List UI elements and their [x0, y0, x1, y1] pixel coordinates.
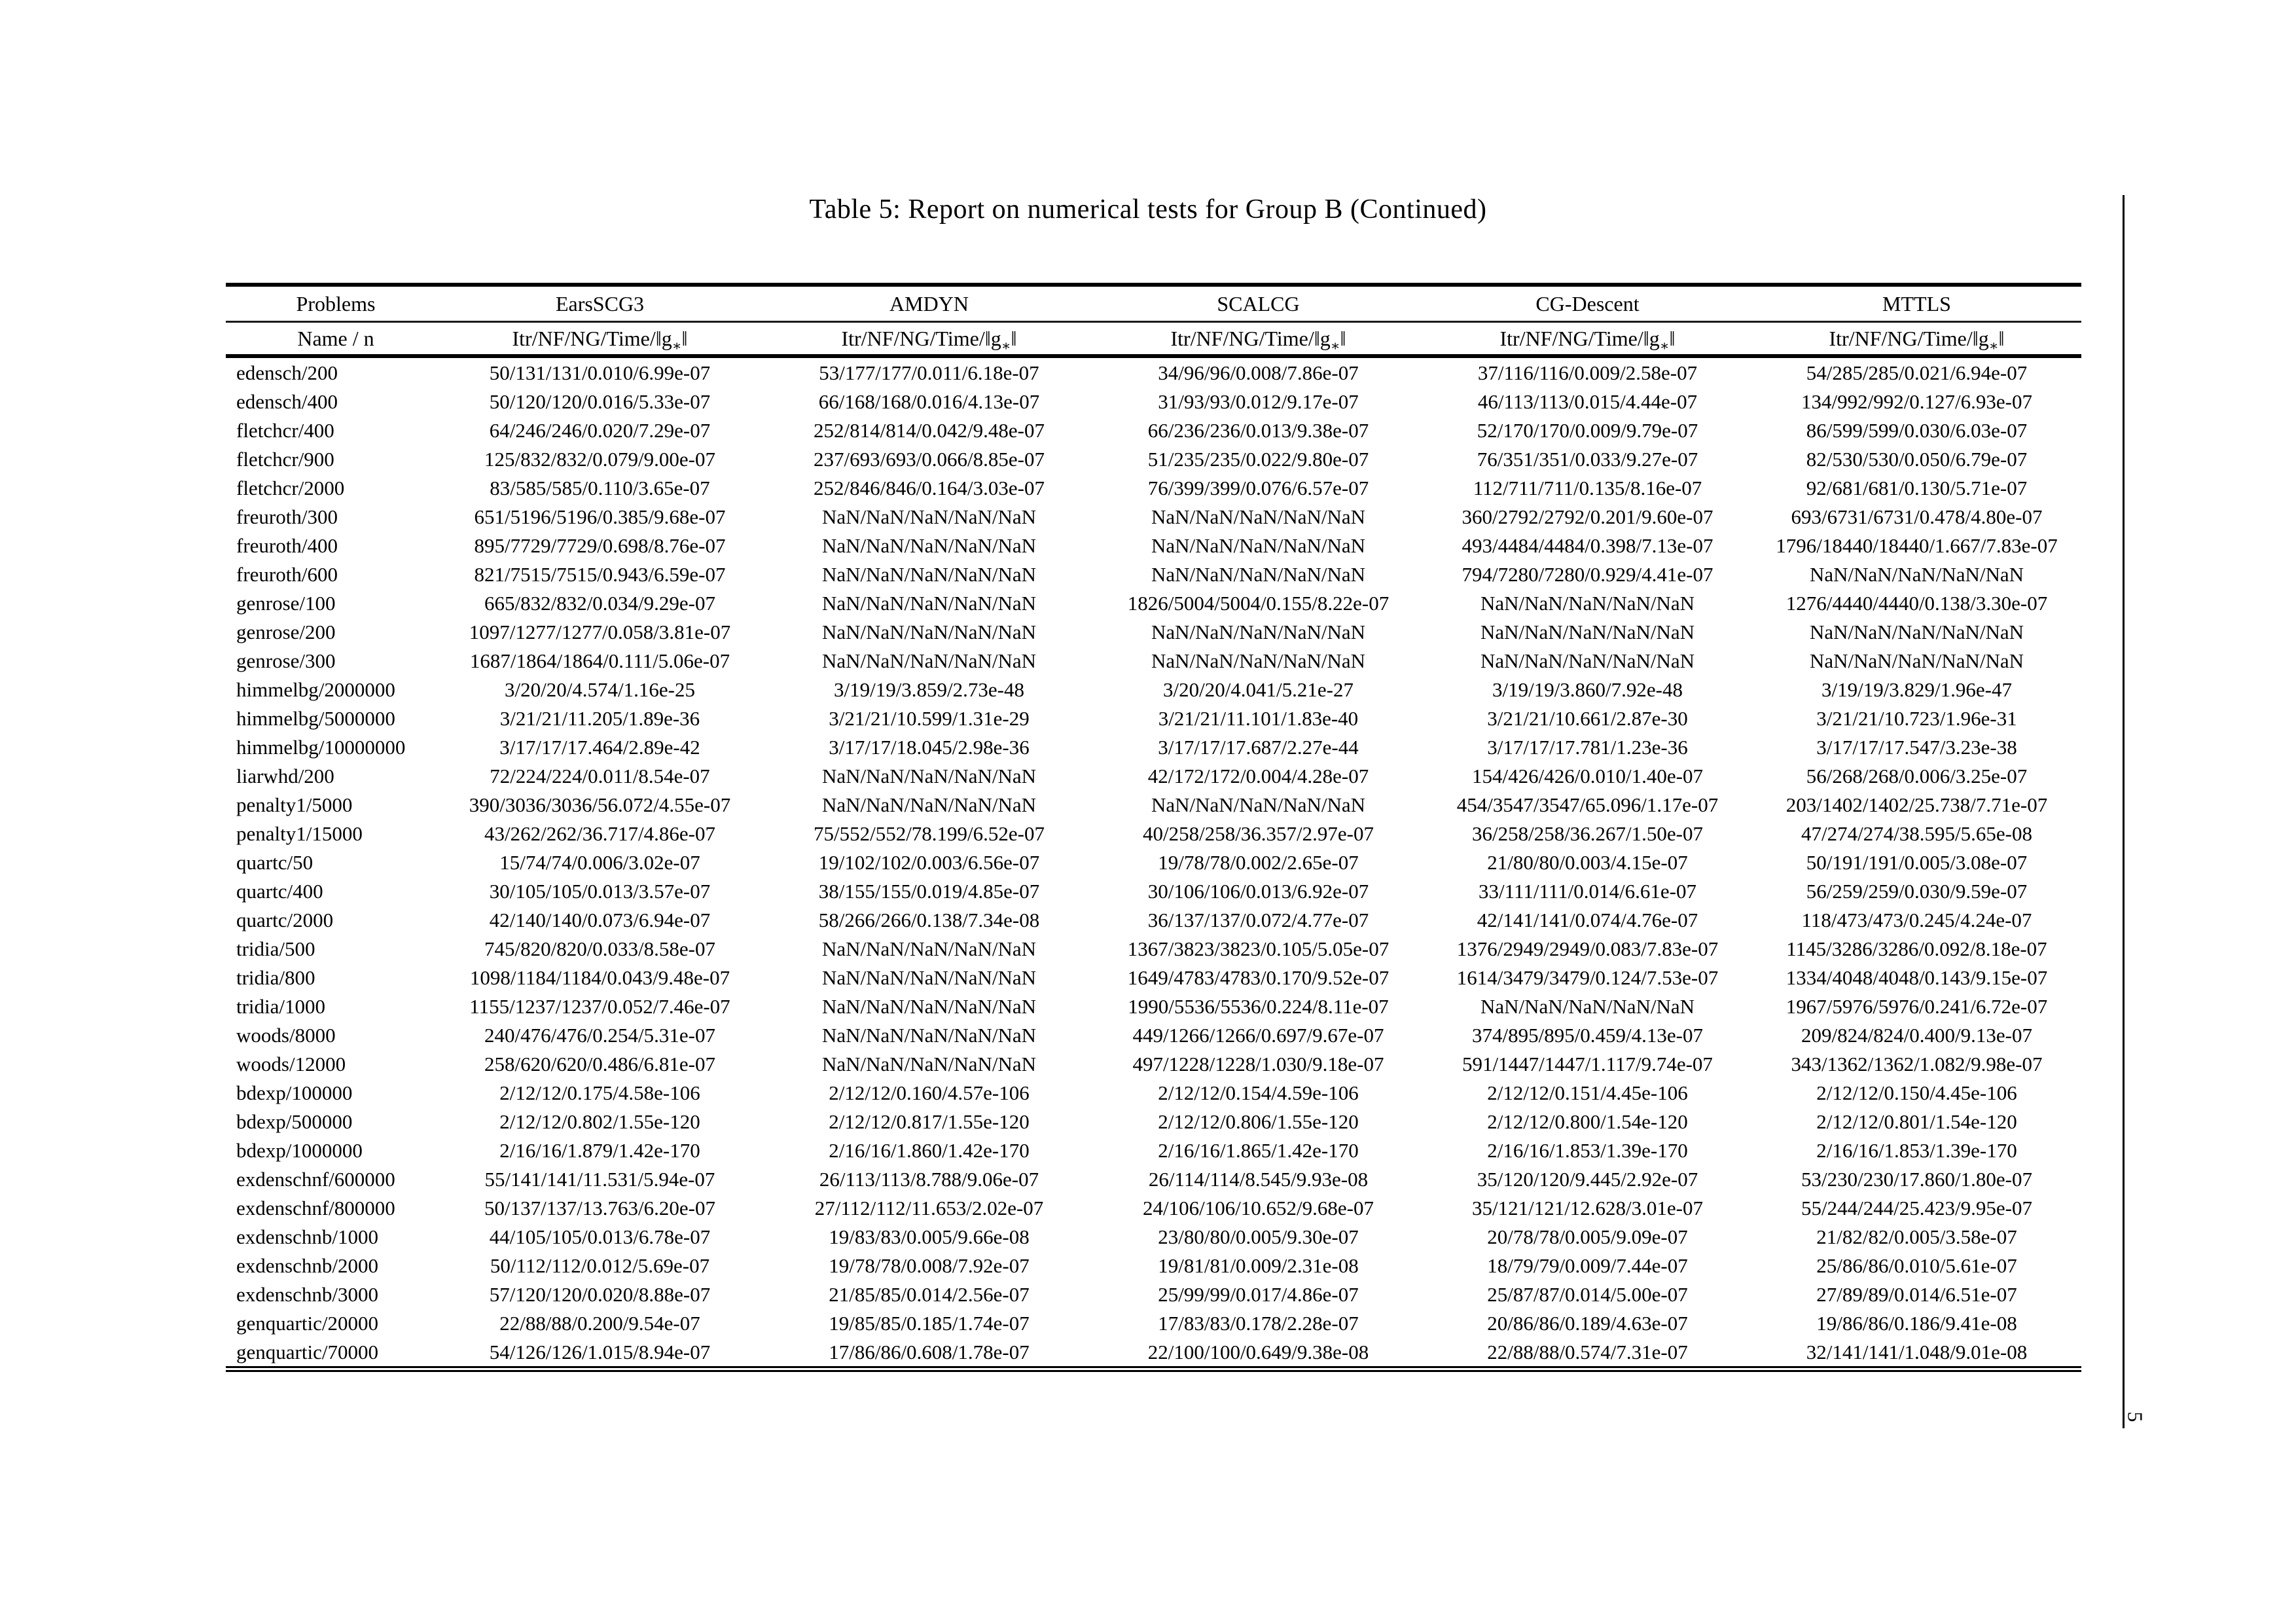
table-row: [226, 934, 2081, 963]
result-cell: NaN/NaN/NaN/NaN/NaN: [1151, 533, 1366, 557]
result-cell: 19/78/78/0.002/2.65e-07: [1158, 850, 1359, 874]
result-cell: 35/121/121/12.628/3.01e-07: [1471, 1196, 1704, 1219]
table-row: [226, 819, 2081, 848]
result-cell: 35/120/120/9.445/2.92e-07: [1477, 1167, 1698, 1191]
result-cell: 1334/4048/4048/0.143/9.15e-07: [1785, 965, 2048, 989]
results-table: [226, 283, 2081, 1372]
result-cell: 1276/4440/4440/0.138/3.30e-07: [1785, 591, 2048, 615]
result-cell: 651/5196/5196/0.385/9.68e-07: [474, 505, 726, 528]
result-cell: 82/530/530/0.050/6.79e-07: [1806, 447, 2028, 471]
result-cell: 25/99/99/0.017/4.86e-07: [1158, 1282, 1359, 1306]
result-cell: NaN/NaN/NaN/NaN/NaN: [1151, 649, 1366, 672]
problem-name-cell: genrose/100: [236, 591, 336, 615]
problem-name-cell: edensch/200: [236, 361, 338, 384]
result-cell: 50/131/131/0.010/6.99e-07: [489, 361, 711, 384]
result-cell: 1614/3479/3479/0.124/7.53e-07: [1456, 965, 1719, 989]
result-cell: 134/992/992/0.127/6.93e-07: [1801, 389, 2033, 413]
problem-name-cell: penalty1/5000: [236, 793, 353, 816]
result-cell: NaN/NaN/NaN/NaN/NaN: [821, 505, 1037, 528]
result-cell: 50/137/137/13.763/6.20e-07: [484, 1196, 716, 1219]
result-cell: 54/285/285/0.021/6.94e-07: [1806, 361, 2028, 384]
result-cell: 3/17/17/17.547/3.23e-38: [1816, 735, 2017, 759]
result-cell: 17/86/86/0.608/1.78e-07: [829, 1340, 1030, 1363]
subheader-metric: Itr/$NF/NG/Time/‖g_∗‖$: [1170, 326, 1346, 353]
column-header-problems: Problems: [296, 291, 376, 316]
subheader-metric: Itr/$NF/NG/Time/‖g_∗‖$: [1499, 326, 1676, 353]
problem-name-cell: quartc/400: [236, 879, 323, 903]
result-cell: 55/244/244/25.423/9.95e-07: [1801, 1196, 2033, 1219]
subheader-metric: Itr/$NF/NG/Time/‖g_∗‖$: [1829, 326, 2005, 353]
result-cell: 2/12/12/0.802/1.55e-120: [499, 1110, 700, 1133]
problem-name-cell: genrose/200: [236, 620, 336, 643]
result-cell: 1967/5976/5976/0.241/6.72e-07: [1785, 994, 2048, 1018]
problem-name-cell: genquartic/70000: [236, 1340, 378, 1363]
result-cell: NaN/NaN/NaN/NaN/NaN: [1480, 591, 1695, 615]
result-cell: NaN/NaN/NaN/NaN/NaN: [821, 533, 1037, 557]
result-cell: NaN/NaN/NaN/NaN/NaN: [1480, 649, 1695, 672]
result-cell: 3/17/17/17.464/2.89e-42: [499, 735, 700, 759]
result-cell: 209/824/824/0.400/9.13e-07: [1801, 1023, 2033, 1047]
problem-name-cell: freuroth/300: [236, 505, 338, 528]
result-cell: 2/12/12/0.151/4.45e-106: [1487, 1081, 1688, 1104]
result-cell: 3/19/19/3.829/1.96e-47: [1821, 677, 2013, 701]
result-cell: 1649/4783/4783/0.170/9.52e-07: [1127, 965, 1390, 989]
result-cell: 51/235/235/0.022/9.80e-07: [1147, 447, 1369, 471]
table-row: [226, 704, 2081, 732]
result-cell: 2/12/12/0.150/4.45e-106: [1816, 1081, 2017, 1104]
result-cell: 58/266/266/0.138/7.34e-08: [818, 908, 1040, 931]
result-cell: NaN/NaN/NaN/NaN/NaN: [821, 994, 1037, 1018]
result-cell: 237/693/693/0.066/8.85e-07: [813, 447, 1045, 471]
table-row: [226, 473, 2081, 502]
result-cell: 21/82/82/0.005/3.58e-07: [1816, 1225, 2017, 1248]
result-cell: 38/155/155/0.019/4.85e-07: [818, 879, 1040, 903]
result-cell: 118/473/473/0.245/4.24e-07: [1801, 908, 2032, 931]
result-cell: 26/114/114/8.545/9.93e-08: [1148, 1167, 1369, 1191]
table-row: [226, 1337, 2081, 1369]
result-cell: 2/12/12/0.160/4.57e-106: [829, 1081, 1030, 1104]
result-cell: 374/895/895/0.459/4.13e-07: [1471, 1023, 1704, 1047]
table-row: [226, 1078, 2081, 1107]
problem-name-cell: exdenschnb/3000: [236, 1282, 378, 1306]
result-cell: 20/86/86/0.189/4.63e-07: [1487, 1311, 1688, 1335]
problem-name-cell: freuroth/600: [236, 562, 338, 586]
result-cell: 390/3036/3036/56.072/4.55e-07: [469, 793, 731, 816]
problem-name-cell: genrose/300: [236, 649, 336, 672]
problem-name-cell: genquartic/20000: [236, 1311, 378, 1335]
result-cell: 2/16/16/1.860/1.42e-170: [829, 1138, 1030, 1162]
result-cell: 47/274/274/38.595/5.65e-08: [1801, 821, 2033, 845]
result-cell: 27/112/112/11.653/2.02e-07: [814, 1196, 1044, 1219]
column-header-cg-descent: CG-Descent: [1535, 291, 1640, 316]
subheader-metric: Itr/$NF/NG/Time/‖g_∗‖$: [512, 326, 688, 353]
result-cell: 54/126/126/1.015/8.94e-07: [489, 1340, 711, 1363]
result-cell: 693/6731/6731/0.478/4.80e-07: [1791, 505, 2043, 528]
result-cell: 1376/2949/2949/0.083/7.83e-07: [1456, 937, 1719, 960]
result-cell: 21/85/85/0.014/2.56e-07: [829, 1282, 1030, 1306]
result-cell: 1367/3823/3823/0.105/5.05e-07: [1127, 937, 1390, 960]
result-cell: 76/399/399/0.076/6.57e-07: [1147, 476, 1369, 499]
result-cell: 2/16/16/1.853/1.39e-170: [1816, 1138, 2017, 1162]
result-cell: NaN/NaN/NaN/NaN/NaN: [821, 793, 1037, 816]
result-cell: 3/21/21/10.661/2.87e-30: [1487, 706, 1688, 730]
table-row: [226, 790, 2081, 819]
table-row: [226, 1308, 2081, 1337]
result-cell: NaN/NaN/NaN/NaN/NaN: [1809, 649, 2024, 672]
problem-name-cell: edensch/400: [236, 389, 338, 413]
table-row: [226, 905, 2081, 934]
table-row: [226, 1049, 2081, 1078]
problem-name-cell: himmelbg/10000000: [236, 735, 406, 759]
problem-name-cell: quartc/50: [236, 850, 314, 874]
result-cell: 36/137/137/0.072/4.77e-07: [1147, 908, 1369, 931]
result-cell: 83/585/585/0.110/3.65e-07: [490, 476, 710, 499]
result-cell: 66/236/236/0.013/9.38e-07: [1147, 418, 1369, 442]
result-cell: 745/820/820/0.033/8.58e-07: [484, 937, 716, 960]
problem-name-cell: himmelbg/2000000: [236, 677, 395, 701]
column-header-earsscg3: EarsSCG3: [555, 291, 645, 316]
problem-name-cell: exdenschnf/600000: [236, 1167, 395, 1191]
result-cell: 46/113/113/0.015/4.44e-07: [1477, 389, 1698, 413]
result-cell: 2/16/16/1.853/1.39e-170: [1487, 1138, 1688, 1162]
result-cell: 2/12/12/0.800/1.54e-120: [1487, 1110, 1688, 1133]
result-cell: 497/1228/1228/1.030/9.18e-07: [1132, 1052, 1384, 1075]
problem-name-cell: fletchcr/2000: [236, 476, 345, 499]
result-cell: 2/16/16/1.879/1.42e-170: [499, 1138, 700, 1162]
result-cell: 3/21/21/11.101/1.83e-40: [1158, 706, 1359, 730]
result-cell: NaN/NaN/NaN/NaN/NaN: [1809, 620, 2024, 643]
result-cell: 17/83/83/0.178/2.28e-07: [1158, 1311, 1359, 1335]
result-cell: 2/12/12/0.175/4.58e-106: [499, 1081, 700, 1104]
result-cell: 1145/3286/3286/0.092/8.18e-07: [1786, 937, 2047, 960]
page-number: 5: [2123, 1411, 2147, 1422]
table-row: [226, 646, 2081, 675]
result-cell: 44/105/105/0.013/6.78e-07: [489, 1225, 711, 1248]
problem-name-cell: exdenschnb/1000: [236, 1225, 378, 1248]
problem-name-cell: woods/8000: [236, 1023, 336, 1047]
result-cell: NaN/NaN/NaN/NaN/NaN: [821, 591, 1037, 615]
problem-name-cell: himmelbg/5000000: [236, 706, 395, 730]
result-cell: 1097/1277/1277/0.058/3.81e-07: [469, 620, 731, 643]
result-cell: 2/12/12/0.806/1.55e-120: [1158, 1110, 1359, 1133]
result-cell: 50/120/120/0.016/5.33e-07: [489, 389, 711, 413]
table-caption: Table 5: Report on numerical tests for Group B (Continued): [809, 194, 1487, 225]
result-cell: 2/12/12/0.817/1.55e-120: [829, 1110, 1030, 1133]
result-cell: 23/80/80/0.005/9.30e-07: [1158, 1225, 1359, 1248]
result-cell: 3/17/17/17.687/2.27e-44: [1158, 735, 1359, 759]
result-cell: 37/116/116/0.009/2.58e-07: [1477, 361, 1698, 384]
table-row: [226, 1107, 2081, 1136]
result-cell: 203/1402/1402/25.738/7.71e-07: [1785, 793, 2048, 816]
result-cell: 20/78/78/0.005/9.09e-07: [1487, 1225, 1688, 1248]
result-cell: 56/268/268/0.006/3.25e-07: [1806, 764, 2028, 787]
result-cell: 30/106/106/0.013/6.92e-07: [1147, 879, 1369, 903]
problem-name-cell: woods/12000: [236, 1052, 346, 1075]
result-cell: 3/19/19/3.859/2.73e-48: [833, 677, 1025, 701]
result-cell: 76/351/351/0.033/9.27e-07: [1477, 447, 1698, 471]
table-row: [226, 963, 2081, 992]
table-row: [226, 1164, 2081, 1193]
result-cell: 25/87/87/0.014/5.00e-07: [1487, 1282, 1688, 1306]
result-cell: 25/86/86/0.010/5.61e-07: [1816, 1254, 2017, 1277]
result-cell: 33/111/111/0.014/6.61e-07: [1479, 879, 1696, 903]
table-row: [226, 1222, 2081, 1251]
table-row: [226, 876, 2081, 905]
table-row: [226, 1136, 2081, 1164]
result-cell: 591/1447/1447/1.117/9.74e-07: [1462, 1052, 1713, 1075]
result-cell: NaN/NaN/NaN/NaN/NaN: [1480, 620, 1695, 643]
result-cell: 56/259/259/0.030/9.59e-07: [1806, 879, 2028, 903]
table-row: [226, 992, 2081, 1020]
table-row: [226, 444, 2081, 473]
table-row: [226, 502, 2081, 531]
column-header-scalcg: SCALCG: [1217, 291, 1300, 316]
result-cell: 53/177/177/0.011/6.18e-07: [819, 361, 1039, 384]
result-cell: NaN/NaN/NaN/NaN/NaN: [821, 620, 1037, 643]
result-cell: 75/552/552/78.199/6.52e-07: [813, 821, 1045, 845]
table-row: [226, 761, 2081, 790]
result-cell: 3/20/20/4.041/5.21e-27: [1162, 677, 1354, 701]
result-cell: 92/681/681/0.130/5.71e-07: [1806, 476, 2028, 499]
table-row: [226, 387, 2081, 416]
result-cell: 1796/18440/18440/1.667/7.83e-07: [1776, 533, 2058, 557]
result-cell: 50/191/191/0.005/3.08e-07: [1806, 850, 2028, 874]
problem-name-cell: exdenschnf/800000: [236, 1196, 395, 1219]
result-cell: 2/12/12/0.154/4.59e-106: [1158, 1081, 1359, 1104]
result-cell: 57/120/120/0.020/8.88e-07: [489, 1282, 711, 1306]
result-cell: 55/141/141/11.531/5.94e-07: [484, 1167, 715, 1191]
problem-name-cell: tridia/800: [236, 965, 315, 989]
result-cell: 42/141/141/0.074/4.76e-07: [1477, 908, 1698, 931]
result-cell: 19/85/85/0.185/1.74e-07: [829, 1311, 1030, 1335]
result-cell: NaN/NaN/NaN/NaN/NaN: [1151, 562, 1366, 586]
table-row: [226, 1020, 2081, 1049]
problem-name-cell: tridia/1000: [236, 994, 326, 1018]
result-cell: 72/224/224/0.011/8.54e-07: [490, 764, 710, 787]
result-cell: 3/21/21/11.205/1.89e-36: [499, 706, 700, 730]
result-cell: 240/476/476/0.254/5.31e-07: [484, 1023, 716, 1047]
result-cell: 794/7280/7280/0.929/4.41e-07: [1462, 562, 1713, 586]
result-cell: 66/168/168/0.016/4.13e-07: [818, 389, 1040, 413]
result-cell: NaN/NaN/NaN/NaN/NaN: [821, 649, 1037, 672]
results-table-container: [226, 283, 2081, 1372]
result-cell: 3/21/21/10.599/1.31e-29: [829, 706, 1030, 730]
result-cell: 19/81/81/0.009/2.31e-08: [1158, 1254, 1359, 1277]
result-cell: 360/2792/2792/0.201/9.60e-07: [1462, 505, 1713, 528]
table-row: [226, 416, 2081, 444]
result-cell: 454/3547/3547/65.096/1.17e-07: [1456, 793, 1719, 816]
result-cell: 42/172/172/0.004/4.28e-07: [1147, 764, 1369, 787]
problem-name-cell: tridia/500: [236, 937, 315, 960]
column-header-amdyn: AMDYN: [889, 291, 969, 316]
table-row: [226, 1280, 2081, 1308]
table-row: [226, 1193, 2081, 1222]
result-cell: 2/12/12/0.801/1.54e-120: [1816, 1110, 2017, 1133]
result-cell: 895/7729/7729/0.698/8.76e-07: [474, 533, 726, 557]
result-cell: 252/846/846/0.164/3.03e-07: [813, 476, 1045, 499]
result-cell: 26/113/113/8.788/9.06e-07: [819, 1167, 1039, 1191]
subheader-name-n: Name / n: [297, 326, 374, 350]
result-cell: 86/599/599/0.030/6.03e-07: [1806, 418, 2028, 442]
result-cell: 52/170/170/0.009/9.79e-07: [1477, 418, 1698, 442]
table-row: [226, 732, 2081, 761]
result-cell: 50/112/112/0.012/5.69e-07: [490, 1254, 710, 1277]
problem-name-cell: penalty1/15000: [236, 821, 363, 845]
result-cell: NaN/NaN/NaN/NaN/NaN: [821, 1052, 1037, 1075]
result-cell: 3/20/20/4.574/1.16e-25: [504, 677, 696, 701]
table-row: [226, 1251, 2081, 1280]
result-cell: 22/88/88/0.200/9.54e-07: [499, 1311, 700, 1335]
result-cell: NaN/NaN/NaN/NaN/NaN: [1151, 620, 1366, 643]
result-cell: 821/7515/7515/0.943/6.59e-07: [474, 562, 726, 586]
table-row: [226, 531, 2081, 560]
result-cell: 15/74/74/0.006/3.02e-07: [499, 850, 700, 874]
result-cell: 343/1362/1362/1.082/9.98e-07: [1791, 1052, 2043, 1075]
result-cell: 22/88/88/0.574/7.31e-07: [1487, 1340, 1688, 1363]
result-cell: 43/262/262/36.717/4.86e-07: [484, 821, 716, 845]
result-cell: 19/86/86/0.186/9.41e-08: [1816, 1311, 2017, 1335]
result-cell: 258/620/620/0.486/6.81e-07: [484, 1052, 716, 1075]
result-cell: 125/832/832/0.079/9.00e-07: [484, 447, 716, 471]
result-cell: 40/258/258/36.357/2.97e-07: [1142, 821, 1374, 845]
problem-name-cell: liarwhd/200: [236, 764, 334, 787]
problem-name-cell: bdexp/500000: [236, 1110, 353, 1133]
result-cell: 36/258/258/36.267/1.50e-07: [1471, 821, 1704, 845]
result-cell: 3/17/17/18.045/2.98e-36: [829, 735, 1030, 759]
result-cell: 19/83/83/0.005/9.66e-08: [829, 1225, 1030, 1248]
result-cell: 19/78/78/0.008/7.92e-07: [829, 1254, 1030, 1277]
result-cell: NaN/NaN/NaN/NaN/NaN: [821, 764, 1037, 787]
result-cell: 22/100/100/0.649/9.38e-08: [1147, 1340, 1369, 1363]
result-cell: 1826/5004/5004/0.155/8.22e-07: [1127, 591, 1390, 615]
result-cell: 27/89/89/0.014/6.51e-07: [1816, 1282, 2017, 1306]
problem-name-cell: bdexp/1000000: [236, 1138, 363, 1162]
table-row: [226, 560, 2081, 588]
result-cell: 3/21/21/10.723/1.96e-31: [1816, 706, 2017, 730]
result-cell: 34/96/96/0.008/7.86e-07: [1158, 361, 1359, 384]
result-cell: 3/19/19/3.860/7.92e-48: [1492, 677, 1683, 701]
problem-name-cell: bdexp/100000: [236, 1081, 353, 1104]
problem-name-cell: fletchcr/900: [236, 447, 334, 471]
result-cell: 252/814/814/0.042/9.48e-07: [813, 418, 1045, 442]
subheader-metric: Itr/$NF/NG/Time/‖g_∗‖$: [841, 326, 1017, 353]
solver-header-row: [226, 285, 2081, 322]
result-cell: NaN/NaN/NaN/NaN/NaN: [821, 937, 1037, 960]
table-row: [226, 617, 2081, 646]
result-cell: 112/711/711/0.135/8.16e-07: [1473, 476, 1702, 499]
result-cell: NaN/NaN/NaN/NaN/NaN: [821, 562, 1037, 586]
result-cell: NaN/NaN/NaN/NaN/NaN: [821, 965, 1037, 989]
result-cell: NaN/NaN/NaN/NaN/NaN: [821, 1023, 1037, 1047]
column-header-mttls: MTTLS: [1882, 291, 1951, 316]
result-cell: 3/17/17/17.781/1.23e-36: [1487, 735, 1688, 759]
table-row: [226, 356, 2081, 387]
result-cell: 53/230/230/17.860/1.80e-07: [1801, 1167, 2033, 1191]
result-cell: 1155/1237/1237/0.052/7.46e-07: [469, 994, 730, 1018]
metric-header-row: [226, 322, 2081, 357]
result-cell: 30/105/105/0.013/3.57e-07: [489, 879, 711, 903]
problem-name-cell: exdenschnb/2000: [236, 1254, 378, 1277]
result-cell: 42/140/140/0.073/6.94e-07: [489, 908, 711, 931]
result-cell: 31/93/93/0.012/9.17e-07: [1158, 389, 1359, 413]
table-row: [226, 675, 2081, 704]
table-row: [226, 588, 2081, 617]
result-cell: 64/246/246/0.020/7.29e-07: [489, 418, 711, 442]
result-cell: 1990/5536/5536/0.224/8.11e-07: [1128, 994, 1389, 1018]
result-cell: NaN/NaN/NaN/NaN/NaN: [1480, 994, 1695, 1018]
result-cell: 665/832/832/0.034/9.29e-07: [484, 591, 716, 615]
result-cell: 493/4484/4484/0.398/7.13e-07: [1462, 533, 1713, 557]
result-cell: NaN/NaN/NaN/NaN/NaN: [1151, 793, 1366, 816]
problem-name-cell: quartc/2000: [236, 908, 334, 931]
result-cell: 154/426/426/0.010/1.40e-07: [1471, 764, 1704, 787]
result-cell: 21/80/80/0.003/4.15e-07: [1487, 850, 1688, 874]
result-cell: 19/102/102/0.003/6.56e-07: [818, 850, 1040, 874]
problem-name-cell: freuroth/400: [236, 533, 338, 557]
result-cell: NaN/NaN/NaN/NaN/NaN: [1809, 562, 2024, 586]
result-cell: 24/106/106/10.652/9.68e-07: [1142, 1196, 1374, 1219]
result-cell: 1687/1864/1864/0.111/5.06e-07: [469, 649, 730, 672]
result-cell: 1098/1184/1184/0.043/9.48e-07: [469, 965, 730, 989]
result-cell: 32/141/141/1.048/9.01e-08: [1806, 1340, 2028, 1363]
result-cell: NaN/NaN/NaN/NaN/NaN: [1151, 505, 1366, 528]
problem-name-cell: fletchcr/400: [236, 418, 334, 442]
margin-rule: [2123, 195, 2125, 1428]
result-cell: 449/1266/1266/0.697/9.67e-07: [1132, 1023, 1384, 1047]
result-cell: 2/16/16/1.865/1.42e-170: [1158, 1138, 1359, 1162]
table-row: [226, 848, 2081, 876]
result-cell: 18/79/79/0.009/7.44e-07: [1487, 1254, 1688, 1277]
